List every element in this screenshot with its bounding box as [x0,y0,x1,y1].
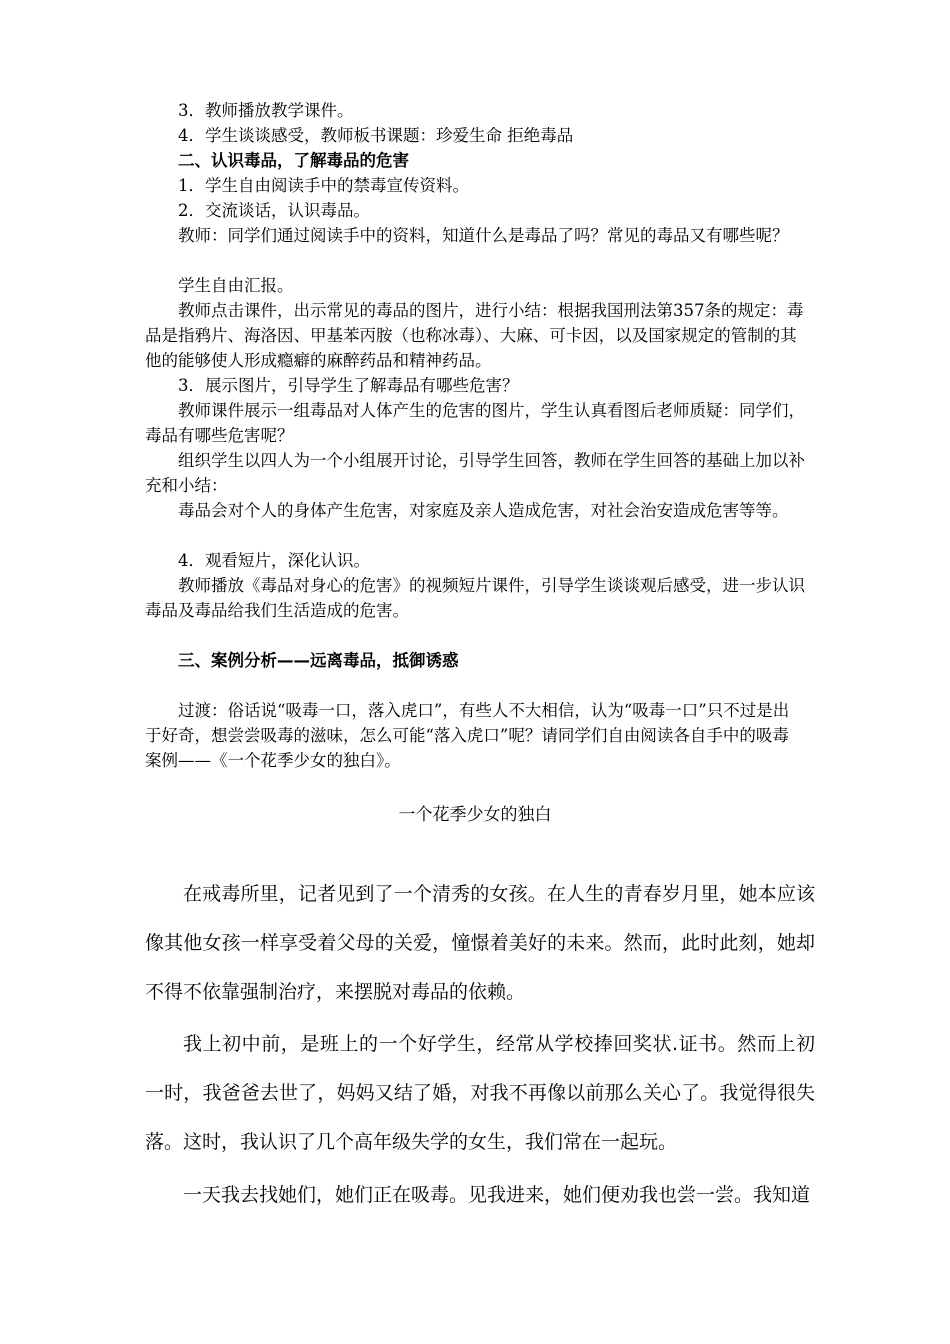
lesson-paragraph: 1．学生自由阅读手中的禁毒宣传资料。 [178,176,469,195]
lesson-step-3: 3．教师播放教学课件。 [178,101,354,120]
lesson-step-4: 4．学生谈谈感受，教师板书课题：珍爱生命 拒绝毒品 [178,126,574,145]
lesson-paragraph: 学生自由汇报。 [178,276,294,295]
transition-paragraph: 过渡：俗话说“吸毒一口，落入虎口”，有些人不大相信，认为“吸毒一口”只不过是出于好奇，想尝尝吸毒的滋味，怎么可能“落入虎口”呢？请同学们自由阅读各自手中的吸毒案例——《一个花季少女的独白》。 [145,701,790,770]
lesson-paragraph: 组织学生以四人为一个小组展开讨论，引导学生回答，教师在学生回答的基础上加以补充和小结： [145,451,805,495]
lesson-paragraph: 4．观看短片，深化认识。 [178,551,370,570]
lesson-paragraph: 3．展示图片，引导学生了解毒品有哪些危害？ [178,376,519,395]
story-paragraph: 一天我去找她们，她们正在吸毒。见我进来，她们便劝我也尝一尝。我知道 [183,1184,811,1206]
lesson-paragraph: 教师课件展示一组毒品对人体产生的危害的图片，学生认真看图后老师质疑：同学们，毒品有哪些危害呢？ [145,401,805,445]
section-heading-3: 三、案例分析——远离毒品，抵御诱惑 [178,651,459,670]
story-title: 一个花季少女的独白 [398,805,552,825]
lesson-paragraph: 教师播放《毒品对身心的危害》的视频短片课件，引导学生谈谈观后感受，进一步认识毒品及毒品给我们生活造成的危害。 [145,576,805,620]
lesson-paragraph: 教师：同学们通过阅读手中的资料，知道什么是毒品了吗？常见的毒品又有哪些呢？ [178,226,789,245]
story-paragraph: 我上初中前，是班上的一个好学生，经常从学校捧回奖状.证书。然而上初一时，我爸爸去世了，妈妈又结了婚，对我不再像以前那么关心了。我觉得很失落。这时，我认识了几个高年级失学的女生，我们常在一起玩。 [145,1033,815,1153]
story-paragraph: 在戒毒所里，记者见到了一个清秀的女孩。在人生的青春岁月里，她本应该像其他女孩一样享受着父母的关爱，憧憬着美好的未来。然而，此时此刻，她却不得不依靠强制治疗，来摆脱对毒品的依赖。 [145,883,815,1003]
lesson-paragraph: 毒品会对个人的身体产生危害，对家庭及亲人造成危害，对社会治安造成危害等等。 [178,501,789,520]
lesson-paragraph: 教师点击课件，出示常见的毒品的图片，进行小结：根据我国刑法第357条的规定：毒品是指鸦片、海洛因、甲基苯丙胺（也称冰毒）、大麻、可卡因，以及国家规定的管制的其他的能够使人形成瘾癖的麻醉药品和精神药品。 [145,301,804,370]
section-heading-2: 二、认识毒品，了解毒品的危害 [178,151,409,170]
lesson-paragraph: 2．交流谈话，认识毒品。 [178,201,370,220]
